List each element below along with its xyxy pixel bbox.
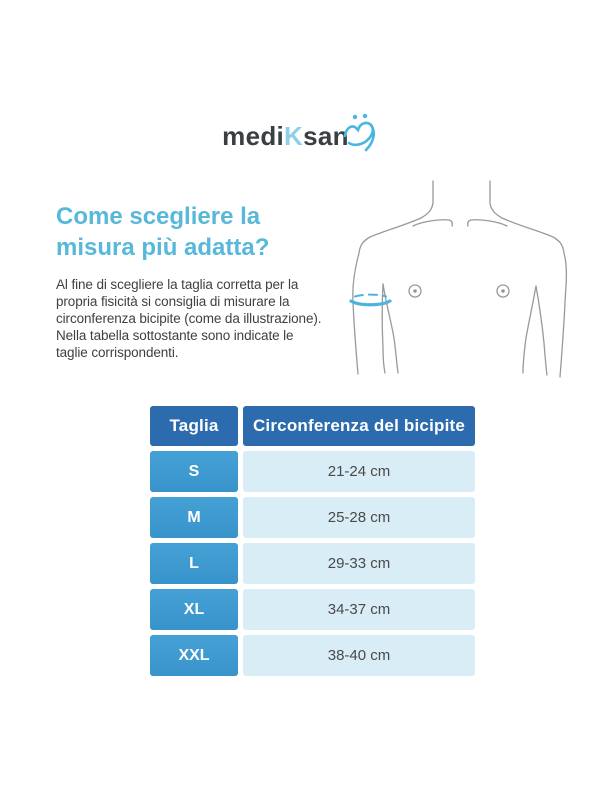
clavicle-right — [468, 220, 507, 226]
inner-arm-right — [536, 286, 547, 375]
bicep-measure-band-icon — [351, 295, 390, 305]
header-cell-circumference: Circonferenza del bicipite — [243, 406, 475, 446]
nipple-right-dot — [501, 289, 505, 293]
torso-outline-left — [353, 181, 433, 374]
torso-side-left — [383, 284, 398, 373]
range-cell: 21-24 cm — [243, 451, 475, 492]
torso-outline-right — [490, 181, 566, 377]
brand-logo-text — [222, 123, 349, 149]
size-cell: S — [150, 451, 238, 492]
size-cell: M — [150, 497, 238, 538]
size-table-row — [150, 589, 475, 630]
size-table-row — [150, 635, 475, 676]
size-cell: XL — [150, 589, 238, 630]
size-table-row — [150, 543, 475, 584]
nipple-left-dot — [413, 289, 417, 293]
clavicle-left — [413, 220, 452, 226]
logo-heart-swoosh-icon — [342, 112, 378, 152]
intro-paragraph: Al fine di scegliere la taglia corretta per la propria fisicità si consiglia di misurare la circonferenza bicipite (come da illustrazione). Nella tabella sottostante sono indicate le taglie corrispondenti. — [56, 277, 322, 360]
size-table — [150, 406, 475, 681]
logo-part-k: K — [284, 121, 304, 151]
range-cell: 25-28 cm — [243, 497, 475, 538]
brand-logo — [0, 112, 600, 149]
range-cell: 38-40 cm — [243, 635, 475, 676]
logo-part-san: san — [303, 121, 349, 151]
torso-side-right — [523, 286, 536, 373]
torso-illustration — [333, 163, 583, 393]
range-cell: 29-33 cm — [243, 543, 475, 584]
size-cell: L — [150, 543, 238, 584]
range-cell: 34-37 cm — [243, 589, 475, 630]
size-table-header-row — [150, 406, 475, 446]
header-cell-size: Taglia — [150, 406, 238, 446]
size-table-row — [150, 451, 475, 492]
size-cell: XXL — [150, 635, 238, 676]
size-table-row — [150, 497, 475, 538]
page-title: Come scegliere la misura più adatta? — [56, 203, 270, 261]
inner-arm-left — [382, 284, 385, 373]
size-table-body — [150, 451, 475, 676]
logo-part-medi: medi — [222, 121, 285, 151]
